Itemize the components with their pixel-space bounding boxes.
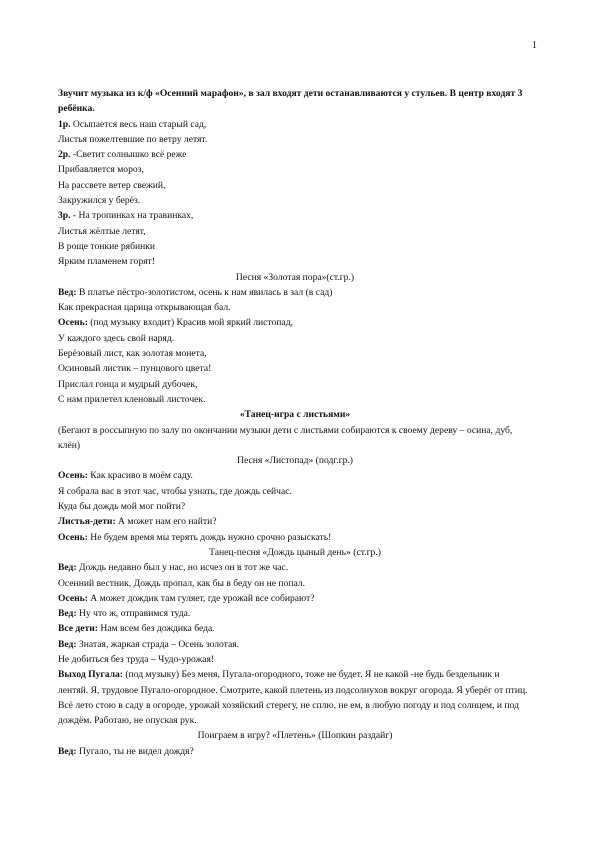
speaker-label: Осень:: [58, 317, 88, 329]
line-text: -Светит солнышко всё реже: [70, 149, 187, 161]
line-text: Как прекрасная царица открывающая бал.: [58, 302, 231, 314]
line-text: Закружился у берёз.: [58, 195, 141, 207]
line-text: Прислал гонца и мудрый дубочек,: [58, 378, 198, 390]
dialogue-line: [58, 239, 532, 254]
dialogue-line: [58, 576, 532, 591]
dialogue-line: [58, 560, 532, 575]
line-text: Не будем время мы терять дождь нужно срочно разыскать!: [87, 531, 332, 543]
line-text: Знатая, жаркая страда – Осень золотая.: [76, 638, 240, 650]
dialogue-line: [58, 208, 532, 223]
section-heading: «Танец-игра с листьями»: [239, 409, 351, 421]
speaker-label: Листья-дети:: [58, 516, 116, 528]
line-text: Листья жёлтые летят,: [58, 225, 146, 237]
dialogue-line: [58, 468, 532, 483]
dialogue-line: [58, 300, 532, 315]
document-body: [58, 86, 532, 759]
speaker-label: Вед:: [58, 608, 77, 620]
paragraph: Выход Пугала: (под музыку) Без меня, Пугала-огородного, тоже не будет. Я не какой -не будь бездельник и лентяй. Я, трудовое Пугало-огородное. Смотрите, какой плетень из подсолнухов вокруг огорода. Я уберёг от птиц. Всё лето стою в саду в огороде, урожай хозяйский стерегу, не сплю, не ем, в любую погоду и под солнцем, и под дождём. Работаю, не опуская рук.: [58, 669, 528, 727]
line-text: Прибавляется мороз,: [58, 164, 144, 176]
dialogue-line: [58, 254, 532, 269]
line-text: Я собрала вас в этот час, чтобы узнать, где дождь сейчас.: [58, 485, 292, 497]
line-text: Нам всем без дождика беда.: [97, 623, 215, 635]
speaker-label: Осень:: [58, 470, 88, 482]
dialogue-line: [58, 346, 532, 361]
dialogue-line: [58, 315, 532, 330]
line-text: На рассвете ветер свежий,: [58, 179, 166, 191]
speaker-label: 2р.: [58, 149, 71, 161]
dialogue-line: [58, 744, 532, 759]
speaker-label: 1р.: [58, 118, 71, 130]
dialogue-line: [58, 331, 532, 346]
line-text: Ну что ж, отправимся туда.: [76, 608, 191, 620]
dialogue-line: [58, 591, 532, 606]
dialogue-line: [58, 514, 532, 529]
section-heading: Танец-песня «Дождь цыный день» (ст.гр.): [209, 546, 381, 558]
paragraph: (Бегают в россыпную по залу по окончании музыки дети с листьями собираются к своему дереву – осина, дуб, клён): [58, 424, 513, 451]
line-text: Берёзовый лист, как золотая монета,: [58, 348, 207, 360]
speaker-label: 3р.: [58, 210, 71, 222]
speaker-label: Все дети:: [58, 623, 98, 635]
line-text: Как красиво в моём саду.: [87, 470, 193, 482]
line-text: - На тропинках на травинках,: [70, 210, 194, 222]
speaker-label: Осень:: [58, 531, 88, 543]
dialogue-lines: [58, 117, 532, 759]
dialogue-line: [58, 530, 532, 545]
dialogue-line: [58, 147, 532, 162]
line-text: Осенний вестник, Дождь пропал, как бы в беду он не попал.: [58, 577, 305, 589]
dialogue-line: [58, 499, 532, 514]
dialogue-line: [58, 178, 532, 193]
dialogue-line: [58, 132, 532, 147]
line-text: Куда бы дождь мой мог пойти?: [58, 501, 186, 513]
intro-paragraph: Звучит музыка из к/ф «Осенний марафон», в зал входят дети останавливаются у стульев. В центр входят 3 ребёнка.: [58, 88, 523, 115]
dialogue-line: [58, 377, 532, 392]
line-text: Осыпается весь наш старый сад,: [70, 118, 207, 130]
line-text: Пугало, ты не видел дождя?: [76, 745, 194, 757]
dialogue-line: [58, 621, 532, 636]
line-text: Листья пожелтевшие по ветру летят.: [58, 133, 208, 145]
section-heading: Песня «Листопад» (подг.гр.): [237, 455, 353, 467]
dialogue-line: [58, 652, 532, 667]
line-text: Осиновый листик – пунцового цвета!: [58, 363, 212, 375]
dialogue-line: [58, 193, 532, 208]
section-heading: Поиграем в игру? «Плетень» (Шопкин раздайг): [197, 730, 393, 742]
line-text: В платье пёстро-золотистом, осень к нам явилась в зал (в сад): [76, 286, 333, 298]
line-text: Не добиться без труда – Чудо-урожая!: [58, 653, 215, 665]
section-heading: Песня «Золотая пора»(ст.гр.): [235, 271, 355, 283]
dialogue-line: [58, 392, 532, 407]
speaker-label: Вед:: [58, 638, 77, 650]
speaker-label: Вед:: [58, 286, 77, 298]
dialogue-line: [58, 285, 532, 300]
speaker-label: Осень:: [58, 592, 88, 604]
speaker-label: Вед:: [58, 745, 77, 757]
dialogue-line: [58, 606, 532, 621]
dialogue-line: [58, 117, 532, 132]
line-text: С нам прилетел кленовый листочек.: [58, 393, 206, 405]
dialogue-line: [58, 484, 532, 499]
dialogue-line: [58, 162, 532, 177]
dialogue-line: [58, 361, 532, 376]
line-text: Ярким пламенем горят!: [58, 256, 155, 268]
line-text: (под музыку входит) Красив мой яркий листопад,: [87, 317, 293, 329]
line-text: В роще тонкие рябинки: [58, 240, 156, 252]
line-text: А может дождик там гуляет, где урожай все собирают?: [87, 592, 315, 604]
dialogue-line: [58, 224, 532, 239]
page-number: 1: [532, 40, 537, 51]
line-text: У каждого здесь свой наряд.: [58, 332, 175, 344]
line-text: Дождь недавно был у нас, но исчез он в тот же час.: [76, 562, 289, 574]
speaker-label: Вед:: [58, 562, 77, 574]
dialogue-line: [58, 637, 532, 652]
line-text: А может нам его найти?: [115, 516, 217, 528]
